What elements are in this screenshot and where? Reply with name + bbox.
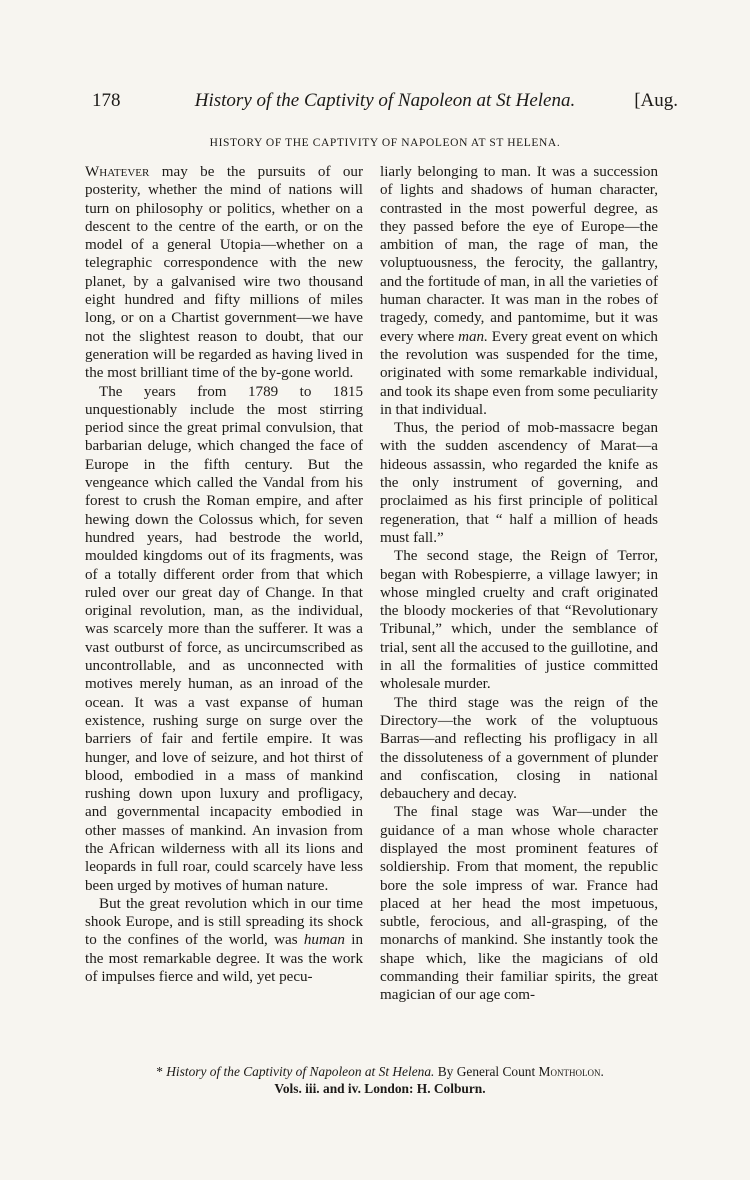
footnote-author: Montholon.	[538, 1064, 604, 1079]
footnote	[85, 1063, 675, 1097]
footnote-publication: Vols. iii. and iv. London: H. Colburn.	[274, 1081, 486, 1096]
footnote-citation: * History of the Captivity of Napoleon at St Helena. By General Count Montholon.	[156, 1064, 604, 1079]
paragraph: liarly belonging to man. It was a succession of lights and shadows of human character, contrasted in the most powerful degree, as they passed before the eye of Europe—the ambition of man, the rage of man, the voluptuousness, the ferocity, the gallantry, and the fortitude of man, in all the varieties of human character. It was man in the robes of tragedy, comedy, and pantomime, but it was every where man. Every great event on which the revolution was suspended for the time, originated with some remarkable individual, and took its shape even from some peculiarity in that individual.	[380, 164, 658, 418]
running-head	[92, 90, 678, 118]
running-title: History of the Captivity of Napoleon at St Helena.	[194, 90, 576, 111]
right-column	[380, 163, 658, 1005]
emphasis: human	[303, 932, 345, 949]
paragraph: The third stage was the reign of the Directory—the work of the voluptuous Barras—and reflecting his profligacy in all the dissoluteness of a government of plunder and confiscation, closing in national debauchery and decay.	[380, 694, 658, 803]
article-title: HISTORY OF THE CAPTIVITY OF NAPOLEON AT ST HELENA.	[209, 137, 561, 149]
drop-word: Whatever	[85, 164, 150, 180]
left-column	[85, 163, 363, 986]
issue-month: [Aug.	[634, 90, 678, 111]
paragraph: The years from 1789 to 1815 unquestionably include the most stirring period since the great primal convulsion, that barbarian deluge, which changed the face of Europe in the fifth century. But the vengeance which called the Vandal from his forest to crush the Roman empire, and after hewing down the Colossus which, for seven hundred years, had bestrode the world, moulded kingdoms out of its fragments, was of a totally different order from that which ruled over our great day of Change. In that original revolution, man, as the individual, was scarcely more than the sufferer. It was a vast outburst of force, as uncircumscribed as uncontrollable, and as unconnected with motives merely human, as an inroad of the ocean. It was a vast expanse of human existence, rushing surge on surge over the barriers of fair and fertile empire. It was hunger, and love of seizure, and hot thirst of blood, embodied in a mass of mankind rushing down upon luxury and profligacy, and governmental incapacity embodied in other masses of mankind. An invasion from the African wilderness with all its lions and leopards in full roar, could scarcely have less been urged by motives of human nature.	[85, 383, 363, 894]
page-number: 178	[92, 90, 121, 111]
paragraph: Thus, the period of mob-massacre began with the sudden ascendency of Marat—a hideous assassin, who regarded the knife as the only instrument of governing, and proclaimed as his first principle of political regeneration, that “ half a million of heads must fall.”	[380, 420, 658, 546]
paragraph: The final stage was War—under the guidance of a man whose whole character displayed the most prominent features of soldiership. From that moment, the republic bore the sole impress of war. France had placed at her head the most impetuous, subtle, ferocious, and all-grasping, of the monarchs of mankind. She instantly took the shape which, like the magicians of old commanding their familiar spirits, the great magician of our age com-	[380, 804, 658, 1004]
paragraph: But the great revolution which in our time shook Europe, and is still spreading its shock to the confines of the world, was human in the most remarkable degree. It was the work of impulses fierce and wild, yet pecu-	[85, 895, 364, 986]
paragraph: The second stage, the Reign of Terror, began with Robespierre, a village lawyer; in whose mingled cruelty and craft originated the bloody mockeries of that “Revolutionary Tribunal,” which, under the semblance of trial, sent all the accused to the guillotine, and in all the formalities of justice committed wholesale murder.	[380, 548, 658, 693]
footnote-book-title: History of the Captivity of Napoleon at St Helena.	[166, 1064, 435, 1079]
emphasis: man.	[458, 328, 488, 345]
paragraph: Whatever may be the pursuits of our posterity, whether the mind of nations will turn on philosophy or politics, whether on a descent to the centre of the earth, or on the model of a general Utopia—whether on a telegraphic correspondence with the new planet, by a galvanised wire two thousand eight hundred and fifty millions of miles long, or on a Chartist government—we have not the slightest reason to doubt, that our generation will be regarded as having lived in the most brilliant time of the by-gone world.	[85, 164, 363, 382]
